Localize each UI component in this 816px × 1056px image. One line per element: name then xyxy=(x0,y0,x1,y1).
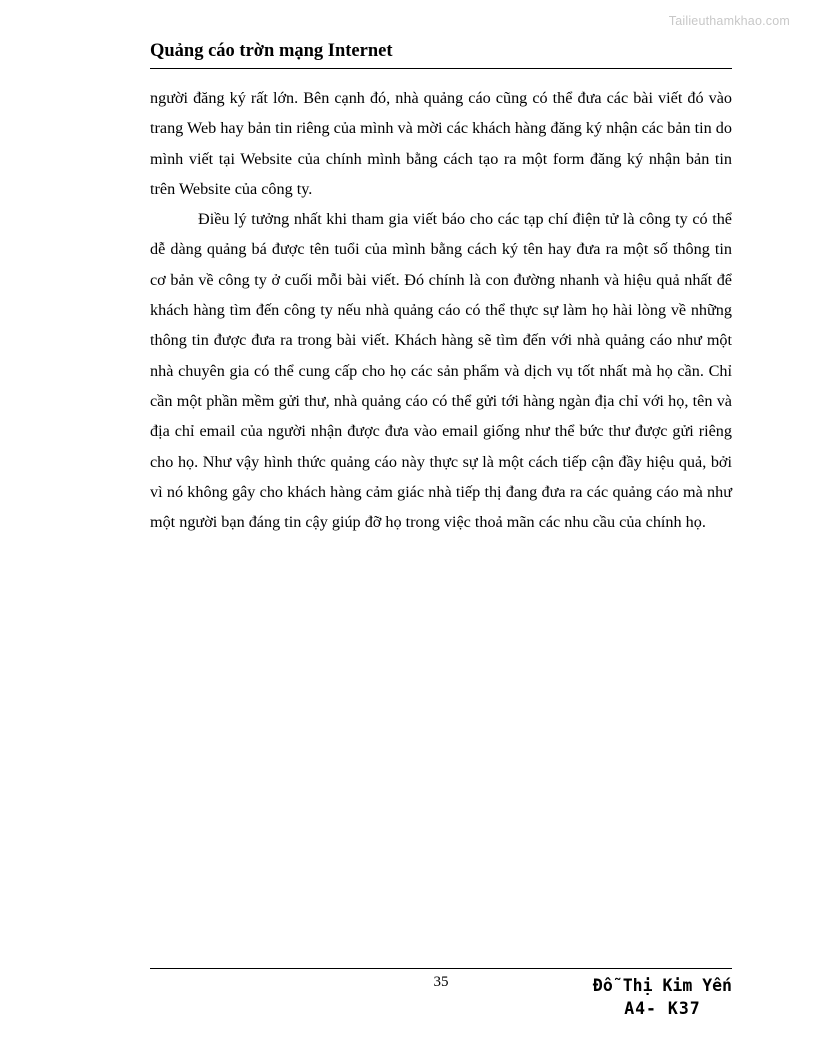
watermark-text: Tailieuthamkhao.com xyxy=(668,14,790,28)
footer-author-class: A4- K37 xyxy=(624,999,701,1018)
footer-divider xyxy=(150,968,732,969)
page-content xyxy=(150,38,732,537)
footer-author-name: Đỗ Thị Kim Yến xyxy=(592,976,732,995)
header-divider xyxy=(150,68,732,69)
page-footer xyxy=(150,968,732,1018)
footer-author xyxy=(593,974,732,1020)
page-number: 35 xyxy=(433,974,449,990)
page-title: Quảng cáo trờn mạng Internet xyxy=(150,41,393,61)
paragraph-1: người đăng ký rất lớn. Bên cạnh đó, nhà quảng cáo cũng có thể đưa các bài viết đó vào trang Web hay bản tin riêng của mình và mời các khách hàng đăng ký nhận các bản tin do mình viết tại Website của chính mình bằng cách tạo ra một form đăng ký nhận bản tin trên Website của công ty. xyxy=(150,89,732,198)
paragraph-2: Điều lý tưởng nhất khi tham gia viết báo cho các tạp chí điện tử là công ty có thể dễ dàng quảng bá được tên tuổi của mình bằng cách ký tên hay đưa ra một số thông tin cơ bản về công ty ở cuối mỗi bài viết. Đó chính là con đường nhanh và hiệu quả nhất để khách hàng tìm đến công ty nếu nhà quảng cáo có thể thực sự làm họ hài lòng về những thông tin được đưa ra trong bài viết. Khách hàng sẽ tìm đến với nhà quảng cáo như một nhà chuyên gia có thể cung cấp cho họ các sản phẩm và dịch vụ tốt nhất mà họ cần. Chỉ cần một phần mềm gửi thư, nhà quảng cáo có thể gửi tới hàng ngàn địa chỉ với họ, tên và địa chỉ email của người nhận được đưa vào email giống như thể bức thư được gửi riêng cho họ. Như vậy hình thức quảng cáo này thực sự là một cách tiếp cận đầy hiệu quả, bởi vì nó không gây cho khách hàng cảm giác nhà tiếp thị đang đưa ra các quảng cáo mà như một người bạn đáng tin cậy giúp đỡ họ trong việc thoả mãn các nhu cầu của chính họ. xyxy=(150,210,732,532)
